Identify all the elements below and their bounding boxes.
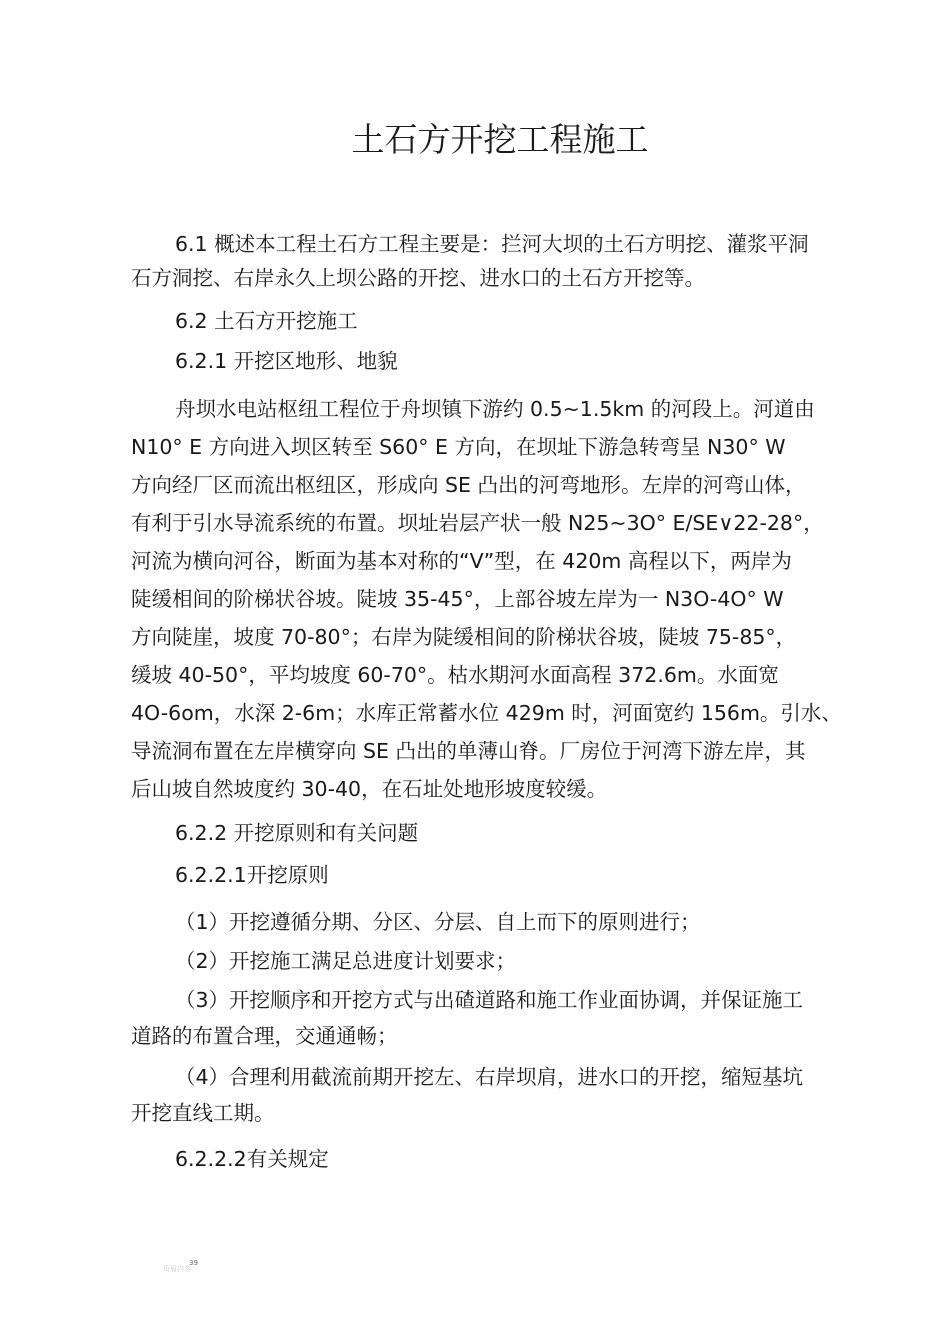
section-6-2-2-heading: 6.2.2 开挖原则和有关问题 bbox=[175, 821, 419, 845]
section-6-2-heading: 6.2 土石方开挖施工 bbox=[175, 309, 358, 333]
terrain-line: 导流洞布置在左岸横穿向 SE 凸出的单薄山脊。厂房位于河湾下游左岸，其 bbox=[131, 739, 806, 763]
section-6-1-line-1: 6.1 概述本工程土石方工程主要是：拦河大坝的土石方明挖、灌浆平洞 bbox=[175, 232, 809, 256]
terrain-line: 方向经厂区而流出枢纽区，形成向 SE 凸出的河弯地形。左岸的河弯山体， bbox=[131, 473, 806, 497]
section-6-2-1-heading: 6.2.1 开挖区地形、地貌 bbox=[175, 349, 398, 373]
page-title: 土石方开挖工程施工 bbox=[351, 120, 649, 159]
terrain-line: 陡缓相间的阶梯状谷坡。陡坡 35-45°，上部谷坡左岸为一 N3O-4O° W bbox=[131, 587, 784, 611]
principle-item-continued: 道路的布置合理，交通通畅； bbox=[131, 1024, 398, 1048]
principle-item: （3）开挖顺序和开挖方式与出碴道路和施工作业面协调，并保证施工 bbox=[175, 988, 804, 1012]
principle-item: （1）开挖遵循分期、分区、分层、自上而下的原则进行； bbox=[175, 910, 701, 934]
terrain-line: 后山坡自然坡度约 30-40，在石址处地形坡度较缓。 bbox=[131, 777, 608, 801]
terrain-line: 方向陡崖，坡度 70-80°；右岸为陡缓相间的阶梯状谷坡，陡坡 75-85°， bbox=[131, 625, 797, 649]
terrain-line: 4O-6om，水深 2-6m；水库正常蓄水位 429m 时，河面宽约 156m。引水、 bbox=[131, 701, 842, 725]
terrain-line: N10° E 方向进入坝区转至 S60° E 方向，在坝址下游急转弯呈 N30° W bbox=[131, 435, 786, 459]
terrain-line: 河流为横向河谷，断面为基本对称的“V”型，在 420m 高程以下，两岸为 bbox=[131, 549, 792, 573]
terrain-line: 舟坝水电站枢纽工程位于舟坝镇下游约 0.5~1.5km 的河段上。河道由 bbox=[175, 397, 815, 421]
section-6-2-2-1-heading: 6.2.2.1开挖原则 bbox=[175, 863, 329, 887]
footer-note: 页眉内容 bbox=[163, 1265, 191, 1273]
principle-item-continued: 开挖直线工期。 bbox=[131, 1101, 275, 1125]
section-6-2-2-2-heading: 6.2.2.2有关规定 bbox=[175, 1147, 329, 1171]
principle-item: （4）合理利用截流前期开挖左、右岸坝肩，进水口的开挖，缩短基坑 bbox=[175, 1065, 804, 1089]
principle-item: （2）开挖施工满足总进度计划要求； bbox=[175, 949, 517, 973]
page-number: 39 bbox=[189, 1259, 198, 1267]
section-6-1-line-2: 石方洞挖、右岸永久上坝公路的开挖、进水口的土石方开挖等。 bbox=[131, 266, 705, 290]
terrain-line: 缓坡 40-50°，平均坡度 60-70°。枯水期河水面高程 372.6m。水面宽 bbox=[131, 663, 779, 687]
terrain-line: 有利于引水导流系统的布置。坝址岩层产状一般 N25~3O° E/SE∨22-28°， bbox=[131, 511, 824, 535]
